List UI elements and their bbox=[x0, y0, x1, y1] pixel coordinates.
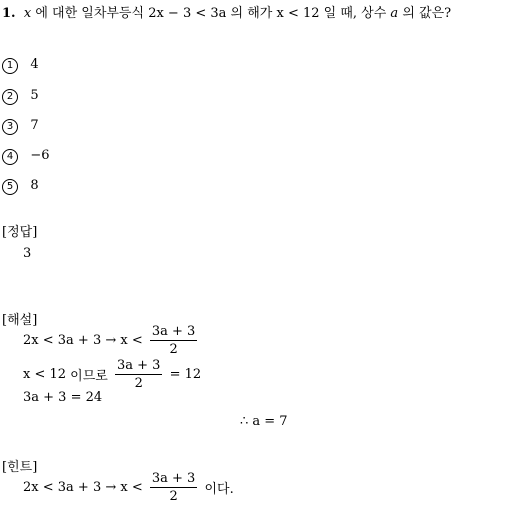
question-text-4: 의 값은? bbox=[398, 6, 452, 21]
choice-marker: 1 bbox=[2, 58, 18, 74]
choice-4[interactable] bbox=[2, 148, 50, 165]
inequality-a: 2x − 3 < 3a bbox=[148, 6, 227, 21]
hint-line bbox=[23, 471, 234, 504]
explanation-line-1 bbox=[23, 324, 200, 357]
choice-2[interactable] bbox=[2, 88, 39, 105]
fraction-numerator: 3a + 3 bbox=[151, 324, 196, 339]
answer-value: 3 bbox=[23, 246, 32, 261]
expr-left: x < 12 bbox=[23, 367, 67, 382]
question-text-3: 일 때, 상수 bbox=[319, 6, 391, 21]
expr-left: 2x < 3a + 3 → x < bbox=[23, 480, 143, 495]
choice-marker: 2 bbox=[2, 89, 18, 105]
expr-text: 이므로 bbox=[66, 369, 112, 384]
choice-marker: 3 bbox=[2, 119, 18, 135]
question-text-2: 의 해가 bbox=[226, 6, 277, 21]
choice-value: 4 bbox=[30, 57, 39, 72]
choice-value: 8 bbox=[30, 178, 39, 193]
choice-marker: 4 bbox=[2, 149, 18, 165]
hint-label: [힌트] bbox=[2, 460, 38, 475]
explanation-label: [해설] bbox=[2, 313, 38, 328]
explanation-line-2 bbox=[23, 358, 201, 391]
choice-value: 5 bbox=[30, 88, 39, 103]
expr-left: 2x < 3a + 3 → x < bbox=[23, 333, 143, 348]
fraction bbox=[115, 358, 162, 391]
answer-label: [정답] bbox=[2, 225, 38, 240]
expr-right: = 12 bbox=[169, 367, 202, 382]
expr-end: 이다. bbox=[204, 482, 234, 497]
fraction bbox=[150, 471, 197, 504]
choice-3[interactable] bbox=[2, 118, 39, 135]
question-text bbox=[2, 2, 451, 21]
fraction-denominator: 2 bbox=[169, 489, 178, 504]
fraction bbox=[150, 324, 197, 357]
choice-5[interactable] bbox=[2, 178, 39, 195]
fraction-denominator: 2 bbox=[169, 342, 178, 357]
explanation-line-3: 3a + 3 = 24 bbox=[23, 390, 103, 405]
question-number: 1. bbox=[2, 6, 16, 21]
question-text-1: 에 대한 일차부등식 bbox=[31, 6, 149, 21]
choice-value: −6 bbox=[30, 148, 50, 163]
fraction-numerator: 3a + 3 bbox=[116, 358, 161, 373]
fraction-numerator: 3a + 3 bbox=[151, 471, 196, 486]
var-x: x bbox=[23, 6, 32, 21]
choice-marker: 5 bbox=[2, 179, 18, 195]
var-a: a bbox=[390, 6, 399, 21]
choice-value: 7 bbox=[30, 118, 39, 133]
fraction-denominator: 2 bbox=[134, 376, 143, 391]
explanation-conclusion: ∴ a = 7 bbox=[240, 414, 288, 429]
inequality-b: x < 12 bbox=[276, 6, 320, 21]
choice-1[interactable] bbox=[2, 57, 39, 74]
